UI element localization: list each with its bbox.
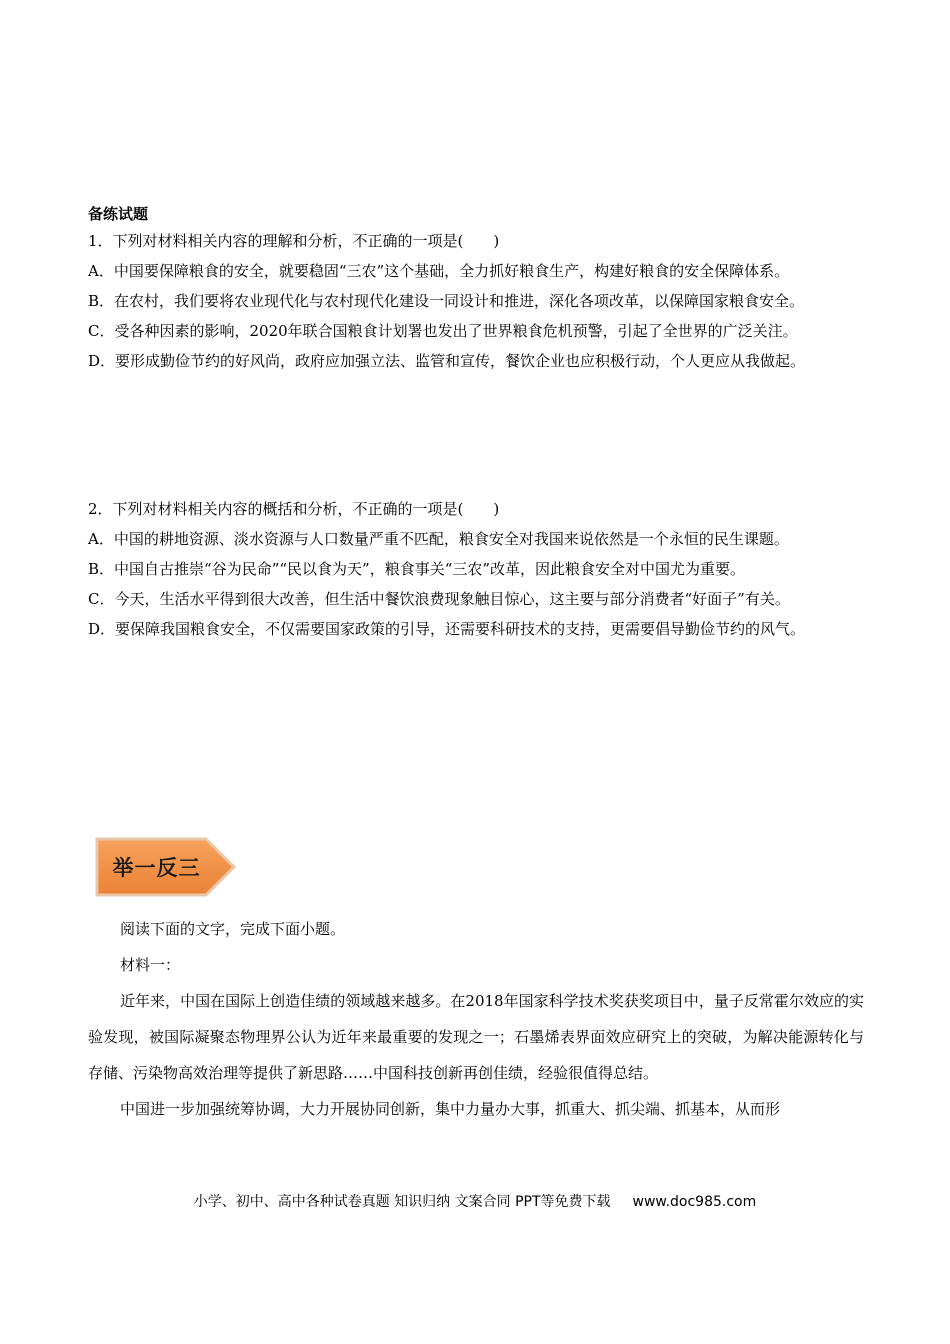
section-banner: [94, 836, 238, 898]
question-2: [88, 494, 864, 644]
section-title: 备练试题: [88, 205, 149, 223]
question-stem: 2．下列对材料相关内容的概括和分析，不正确的一项是( ): [88, 500, 500, 518]
option-d: D．要形成勤俭节约的好风尚，政府应加强立法、监管和宣传，餐饮企业也应积极行动，个人更应从我做起。: [88, 352, 806, 370]
question-stem: 1．下列对材料相关内容的理解和分析，不正确的一项是( ): [88, 232, 500, 250]
question-1: [88, 226, 864, 376]
footer-url[interactable]: www.doc985.com: [632, 1194, 757, 1210]
banner-label: 举一反三: [112, 856, 201, 880]
material-paragraph: 中国进一步加强统筹协调，大力开展协同创新，集中力量办大事，抓重大、抓尖端、抓基本，从而形: [120, 1100, 781, 1118]
option-a: A．中国要保障粮食的安全，就要稳固“三农”这个基础，全力抓好粮食生产，构建好粮食的安全保障体系。: [88, 262, 790, 280]
material-label: 材料一：: [120, 956, 181, 974]
option-d: D．要保障我国粮食安全，不仅需要国家政策的引导，还需要科研技术的支持，更需要倡导勤俭节约的风气。: [88, 620, 806, 638]
page-footer: [0, 1191, 950, 1211]
material-paragraph: 近年来，中国在国际上创造佳绩的领域越来越多。在2018年国家科学技术奖获奖项目中，量子反常霍尔效应的实验发现，被国际凝聚态物理界公认为近年来最重要的发现之一；石墨烯表界面效应研究上的突破，为解决能源转化与存储、污染物高效治理等提供了新思路……中国科技创新再创佳绩，经验很值得总结。: [88, 992, 864, 1082]
option-a: A．中国的耕地资源、淡水资源与人口数量严重不匹配，粮食安全对我国来说依然是一个永恒的民生课题。: [88, 530, 789, 548]
option-b: B．中国自古推崇“谷为民命”“民以食为天”，粮食事关“三农”改革，因此粮食安全对中国尤为重要。: [88, 560, 746, 578]
footer-text: 小学、初中、高中各种试卷真题 知识归纳 文案合同 PPT等免费下载: [193, 1194, 611, 1210]
reading-instruction: 阅读下面的文字，完成下面小题。: [120, 920, 346, 938]
option-c: C．今天，生活水平得到很大改善，但生活中餐饮浪费现象触目惊心，这主要与部分消费者“好面子”有关。: [88, 590, 790, 608]
option-c: C．受各种因素的影响，2020年联合国粮食计划署也发出了世界粮食危机预警，引起了全世界的广泛关注。: [88, 322, 798, 340]
reading-passage: [88, 911, 864, 1127]
option-b: B．在农村，我们要将农业现代化与农村现代化建设一同设计和推进，深化各项改革，以保障国家粮食安全。: [88, 292, 805, 310]
